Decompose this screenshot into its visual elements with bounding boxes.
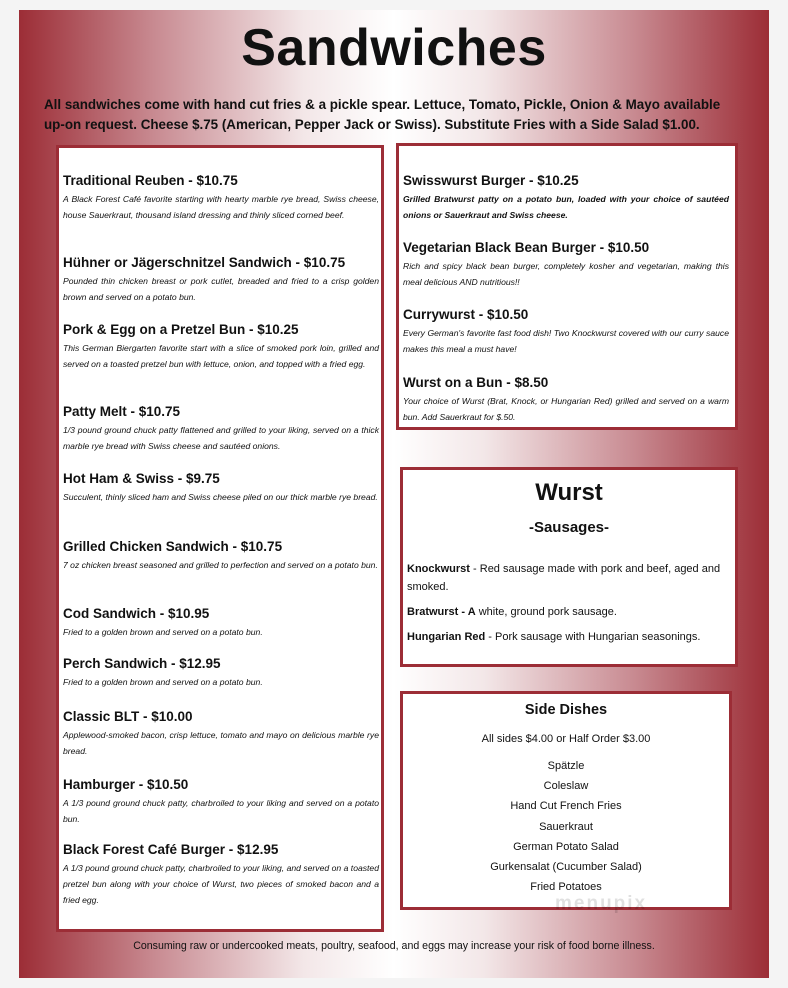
item-name: Patty Melt - $10.75 bbox=[63, 404, 181, 419]
menu-item bbox=[63, 470, 379, 505]
sausage-name: Bratwurst - A bbox=[407, 606, 476, 618]
item-description: Fried to a golden brown and served on a potato bun. bbox=[63, 627, 263, 637]
menu-item bbox=[63, 776, 379, 827]
wurst-section bbox=[400, 467, 738, 667]
item-description: Succulent, thinly sliced ham and Swiss cheese piled on our thick marble rye bread. bbox=[63, 492, 378, 502]
side-dish-item: Fried Potatoes bbox=[530, 881, 602, 894]
item-description: Rich and spicy black bean burger, completely kosher and vegetarian, making this meal delicious AND nutritious!! bbox=[403, 261, 729, 287]
side-dishes-price: All sides $4.00 or Half Order $3.00 bbox=[481, 733, 651, 745]
item-name: Cod Sandwich - $10.95 bbox=[63, 606, 210, 621]
item-description: 7 oz chicken breast seasoned and grilled to perfection and served on a potato bun. bbox=[63, 560, 378, 570]
item-description: A 1/3 pound ground chuck patty, charbroiled to your liking, and served on a toasted pretzel bun along with your choice of Wurst, two pieces of smoked bacon and a fried egg. bbox=[63, 863, 379, 905]
item-name: Hot Ham & Swiss - $9.75 bbox=[63, 471, 220, 486]
side-dish-item: Coleslaw bbox=[543, 780, 589, 793]
side-dishes-list bbox=[403, 756, 729, 897]
side-dish-item: German Potato Salad bbox=[513, 840, 619, 853]
sandwich-list-left bbox=[56, 145, 384, 932]
item-name: Hühner or Jägerschnitzel Sandwich - $10.75 bbox=[63, 255, 346, 270]
sausage-item bbox=[407, 603, 727, 621]
item-name: Hamburger - $10.50 bbox=[63, 777, 189, 792]
item-description: Pounded thin chicken breast or pork cutlet, breaded and fried to a crisp golden brown and served on a potato bun. bbox=[63, 276, 379, 302]
menu-item bbox=[63, 655, 379, 690]
item-description: Grilled Bratwurst patty on a potato bun, loaded with your choice of sautéed onions or Sauerkraut and Swiss cheese. bbox=[403, 194, 729, 220]
footer-disclaimer: Consuming raw or undercooked meats, poultry, seafood, and eggs may increase your risk of food borne illness. bbox=[133, 940, 655, 952]
item-description: A Black Forest Café favorite starting with hearty marble rye bread, Swiss cheese, house Sauerkraut, thousand island dressing and thinly sliced corned beef. bbox=[63, 194, 379, 220]
item-description: Applewood-smoked bacon, crisp lettuce, tomato and mayo on delicious marble rye bread. bbox=[63, 730, 379, 756]
item-description: Your choice of Wurst (Brat, Knock, or Hungarian Red) grilled and served on a warm bun. Add Sauerkraut for $.50. bbox=[403, 396, 729, 422]
side-dish-item: Sauerkraut bbox=[539, 820, 593, 833]
item-name: Pork & Egg on a Pretzel Bun - $10.25 bbox=[63, 322, 299, 337]
side-dishes-section bbox=[400, 691, 732, 910]
sausage-name: Knockwurst bbox=[407, 563, 470, 575]
menu-item bbox=[63, 254, 379, 305]
menu-item bbox=[63, 172, 379, 223]
item-description: A 1/3 pound ground chuck patty, charbroiled to your liking and served on a potato bun. bbox=[63, 798, 379, 824]
page-title: Sandwiches bbox=[241, 19, 547, 77]
item-name: Currywurst - $10.50 bbox=[403, 307, 529, 322]
side-dishes-title: Side Dishes bbox=[524, 702, 608, 718]
sausage-description: - Pork sausage with Hungarian seasonings. bbox=[485, 631, 701, 643]
item-name: Grilled Chicken Sandwich - $10.75 bbox=[63, 539, 283, 554]
watermark: menupix bbox=[555, 893, 648, 914]
item-name: Swisswurst Burger - $10.25 bbox=[403, 173, 579, 188]
sausage-item bbox=[407, 560, 727, 596]
menu-item bbox=[63, 321, 379, 372]
intro-text: All sandwiches come with hand cut fries & a pickle spear. Lettuce, Tomato, Pickle, Onion & Mayo available up-on request. Cheese $.75 (American, Pepper Jack or Swiss). Substitute Fries with a Side Salad $1.00. bbox=[44, 97, 721, 132]
item-description: Fried to a golden brown and served on a potato bun. bbox=[63, 677, 263, 687]
menu-item bbox=[403, 306, 729, 357]
sandwich-list-right bbox=[396, 143, 738, 430]
menu-item bbox=[63, 403, 379, 454]
item-name: Black Forest Café Burger - $12.95 bbox=[63, 842, 279, 857]
sausage-description: - Red sausage made with pork and beef, aged and smoked. bbox=[407, 563, 721, 593]
menu-item bbox=[63, 538, 379, 573]
sausage-name: Hungarian Red bbox=[407, 631, 486, 643]
item-name: Perch Sandwich - $12.95 bbox=[63, 656, 221, 671]
sausage-description: white, ground pork sausage. bbox=[475, 606, 617, 618]
menu-item bbox=[403, 239, 729, 290]
menu-item bbox=[63, 708, 379, 759]
menu-item bbox=[63, 841, 379, 908]
side-dish-item: Spätzle bbox=[547, 760, 585, 772]
item-description: Every German's favorite fast food dish! Two Knockwurst covered with our curry sauce makes this meal a must have! bbox=[403, 328, 729, 354]
menu-item bbox=[63, 605, 379, 640]
side-dish-item: Hand Cut French Fries bbox=[510, 800, 622, 813]
item-description: 1/3 pound ground chuck patty flattened and grilled to your liking, served on a thick marble rye bread with Swiss cheese and sautéed onions. bbox=[63, 425, 379, 451]
sausage-item bbox=[407, 628, 727, 646]
item-name: Vegetarian Black Bean Burger - $10.50 bbox=[403, 240, 650, 255]
wurst-subtitle: -Sausages- bbox=[528, 519, 610, 536]
item-description: This German Biergarten favorite start with a slice of smoked pork loin, grilled and served on a toasted pretzel bun with lettuce, onion, and topped with a fried egg. bbox=[63, 343, 379, 369]
menu-item bbox=[403, 172, 729, 223]
wurst-title: Wurst bbox=[535, 479, 603, 506]
item-name: Classic BLT - $10.00 bbox=[63, 709, 193, 724]
item-name: Wurst on a Bun - $8.50 bbox=[403, 375, 549, 390]
side-dish-item: Gurkensalat (Cucumber Salad) bbox=[490, 861, 642, 874]
item-name: Traditional Reuben - $10.75 bbox=[63, 173, 238, 188]
menu-item bbox=[403, 374, 729, 425]
